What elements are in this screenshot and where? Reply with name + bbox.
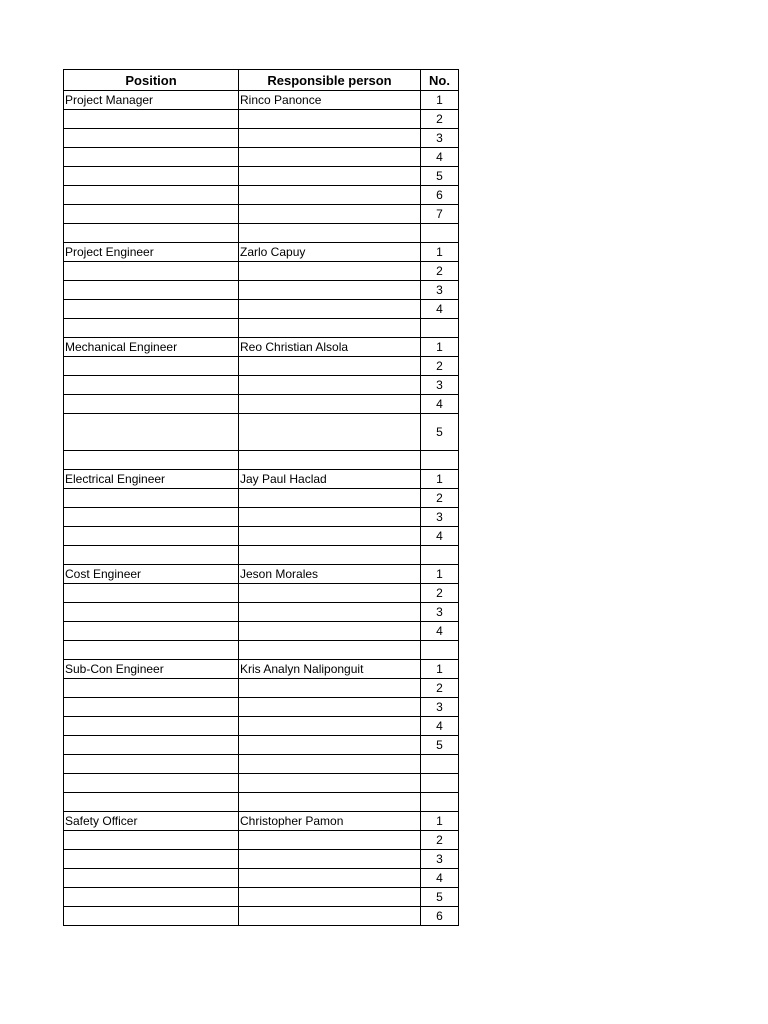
responsible-person-cell	[239, 755, 421, 774]
number-cell: 5	[421, 888, 459, 907]
number-cell: 5	[421, 736, 459, 755]
table-row	[64, 205, 459, 224]
table-row	[64, 660, 459, 679]
number-cell: 5	[421, 167, 459, 186]
responsible-person-cell	[239, 319, 421, 338]
responsible-person-cell	[239, 451, 421, 470]
position-cell	[64, 888, 239, 907]
position-cell	[64, 907, 239, 926]
position-cell	[64, 489, 239, 508]
table-row	[64, 850, 459, 869]
responsible-person-cell	[239, 262, 421, 281]
position-cell	[64, 527, 239, 546]
responsible-person-cell	[239, 300, 421, 319]
number-cell: 3	[421, 698, 459, 717]
position-cell	[64, 774, 239, 793]
table-row	[64, 508, 459, 527]
number-cell: 3	[421, 603, 459, 622]
responsible-person-cell	[239, 129, 421, 148]
number-cell: 1	[421, 91, 459, 110]
number-cell: 1	[421, 338, 459, 357]
position-cell	[64, 641, 239, 660]
position-cell	[64, 679, 239, 698]
table-row	[64, 736, 459, 755]
responsible-person-cell	[239, 546, 421, 565]
position-cell	[64, 262, 239, 281]
table-row	[64, 167, 459, 186]
number-cell: 5	[421, 414, 459, 451]
position-cell: Sub-Con Engineer	[64, 660, 239, 679]
position-cell	[64, 603, 239, 622]
number-cell: 1	[421, 243, 459, 262]
responsible-person-cell	[239, 414, 421, 451]
responsible-person-cell: Jeson Morales	[239, 565, 421, 584]
responsible-person-cell	[239, 774, 421, 793]
number-cell: 4	[421, 717, 459, 736]
number-cell	[421, 451, 459, 470]
position-cell	[64, 205, 239, 224]
responsible-person-cell	[239, 603, 421, 622]
position-cell	[64, 129, 239, 148]
number-cell	[421, 641, 459, 660]
number-cell: 2	[421, 831, 459, 850]
responsible-person-cell: Reo Christian Alsola	[239, 338, 421, 357]
table-row	[64, 831, 459, 850]
number-cell: 7	[421, 205, 459, 224]
table-row	[64, 110, 459, 129]
number-cell: 1	[421, 660, 459, 679]
number-cell: 3	[421, 850, 459, 869]
number-cell: 3	[421, 129, 459, 148]
responsible-person-cell	[239, 622, 421, 641]
number-cell: 4	[421, 148, 459, 167]
position-cell: Electrical Engineer	[64, 470, 239, 489]
table-body	[64, 91, 459, 926]
position-cell: Mechanical Engineer	[64, 338, 239, 357]
table-row	[64, 300, 459, 319]
position-cell: Project Engineer	[64, 243, 239, 262]
number-cell: 2	[421, 262, 459, 281]
position-cell	[64, 319, 239, 338]
number-cell: 4	[421, 527, 459, 546]
table-row	[64, 281, 459, 300]
table-row	[64, 907, 459, 926]
table-row	[64, 338, 459, 357]
position-cell	[64, 755, 239, 774]
table-row	[64, 812, 459, 831]
table-row	[64, 129, 459, 148]
table-row	[64, 91, 459, 110]
position-cell	[64, 186, 239, 205]
table-row	[64, 603, 459, 622]
number-cell	[421, 755, 459, 774]
number-cell: 2	[421, 679, 459, 698]
table-row	[64, 793, 459, 812]
table-row	[64, 698, 459, 717]
position-cell	[64, 148, 239, 167]
responsible-person-cell	[239, 717, 421, 736]
responsible-person-cell	[239, 793, 421, 812]
table-row	[64, 679, 459, 698]
position-cell	[64, 376, 239, 395]
position-cell	[64, 110, 239, 129]
table-row	[64, 717, 459, 736]
position-cell	[64, 793, 239, 812]
header-row	[64, 70, 459, 91]
number-cell: 6	[421, 907, 459, 926]
table-row	[64, 148, 459, 167]
responsible-person-cell	[239, 205, 421, 224]
responsible-person-cell	[239, 281, 421, 300]
position-cell	[64, 546, 239, 565]
number-cell: 2	[421, 489, 459, 508]
table-row	[64, 262, 459, 281]
responsible-person-cell	[239, 508, 421, 527]
position-cell	[64, 300, 239, 319]
number-cell: 4	[421, 395, 459, 414]
number-cell	[421, 546, 459, 565]
table-row	[64, 243, 459, 262]
position-cell	[64, 584, 239, 603]
table-header	[64, 70, 459, 91]
position-cell	[64, 451, 239, 470]
responsible-person-cell	[239, 736, 421, 755]
number-column-header: No.	[421, 70, 459, 91]
position-cell	[64, 414, 239, 451]
responsible-person-cell: Kris Analyn Naliponguit	[239, 660, 421, 679]
table-row	[64, 376, 459, 395]
responsible-person-cell	[239, 831, 421, 850]
table-row	[64, 470, 459, 489]
number-cell: 1	[421, 812, 459, 831]
responsible-person-cell	[239, 110, 421, 129]
number-cell: 3	[421, 508, 459, 527]
responsible-person-cell	[239, 376, 421, 395]
responsible-person-cell	[239, 641, 421, 660]
position-cell: Safety Officer	[64, 812, 239, 831]
number-cell: 4	[421, 300, 459, 319]
table-row	[64, 622, 459, 641]
position-cell	[64, 508, 239, 527]
position-cell	[64, 622, 239, 641]
table-row	[64, 489, 459, 508]
table-row	[64, 357, 459, 376]
number-cell: 6	[421, 186, 459, 205]
responsible-person-cell	[239, 584, 421, 603]
number-cell: 2	[421, 110, 459, 129]
number-cell: 2	[421, 584, 459, 603]
number-cell	[421, 224, 459, 243]
table-row	[64, 869, 459, 888]
position-cell	[64, 869, 239, 888]
position-cell	[64, 167, 239, 186]
table-row	[64, 584, 459, 603]
position-column-header: Position	[64, 70, 239, 91]
responsible-person-cell: Zarlo Capuy	[239, 243, 421, 262]
responsible-person-cell	[239, 167, 421, 186]
responsible-person-cell	[239, 395, 421, 414]
number-cell	[421, 774, 459, 793]
responsible-person-cell: Rinco Panonce	[239, 91, 421, 110]
table-row	[64, 224, 459, 243]
position-cell	[64, 717, 239, 736]
table-row	[64, 755, 459, 774]
position-cell	[64, 698, 239, 717]
responsible-person-cell	[239, 698, 421, 717]
number-cell: 2	[421, 357, 459, 376]
number-cell: 1	[421, 470, 459, 489]
position-cell	[64, 357, 239, 376]
number-cell: 1	[421, 565, 459, 584]
table-row	[64, 888, 459, 907]
number-cell	[421, 319, 459, 338]
responsible-person-cell: Christopher Pamon	[239, 812, 421, 831]
responsibility-table	[63, 69, 459, 926]
number-cell: 3	[421, 281, 459, 300]
responsible-person-cell	[239, 850, 421, 869]
responsible-person-cell	[239, 489, 421, 508]
responsible-person-cell	[239, 907, 421, 926]
responsible-person-column-header: Responsible person	[239, 70, 421, 91]
responsible-person-cell: Jay Paul Haclad	[239, 470, 421, 489]
responsible-person-cell	[239, 679, 421, 698]
table-row	[64, 527, 459, 546]
table-row	[64, 774, 459, 793]
position-cell: Project Manager	[64, 91, 239, 110]
position-cell	[64, 831, 239, 850]
number-cell	[421, 793, 459, 812]
responsible-person-cell	[239, 527, 421, 546]
table-row	[64, 395, 459, 414]
table-row	[64, 319, 459, 338]
responsible-person-cell	[239, 224, 421, 243]
number-cell: 4	[421, 869, 459, 888]
responsible-person-cell	[239, 186, 421, 205]
table-row	[64, 641, 459, 660]
position-cell	[64, 850, 239, 869]
table-row	[64, 414, 459, 451]
position-cell: Cost Engineer	[64, 565, 239, 584]
table-row	[64, 546, 459, 565]
position-cell	[64, 281, 239, 300]
number-cell: 4	[421, 622, 459, 641]
position-cell	[64, 224, 239, 243]
table-row	[64, 565, 459, 584]
table-row	[64, 451, 459, 470]
position-cell	[64, 395, 239, 414]
responsible-person-cell	[239, 888, 421, 907]
responsible-person-cell	[239, 357, 421, 376]
position-cell	[64, 736, 239, 755]
number-cell: 3	[421, 376, 459, 395]
table-row	[64, 186, 459, 205]
responsible-person-cell	[239, 869, 421, 888]
responsible-person-cell	[239, 148, 421, 167]
